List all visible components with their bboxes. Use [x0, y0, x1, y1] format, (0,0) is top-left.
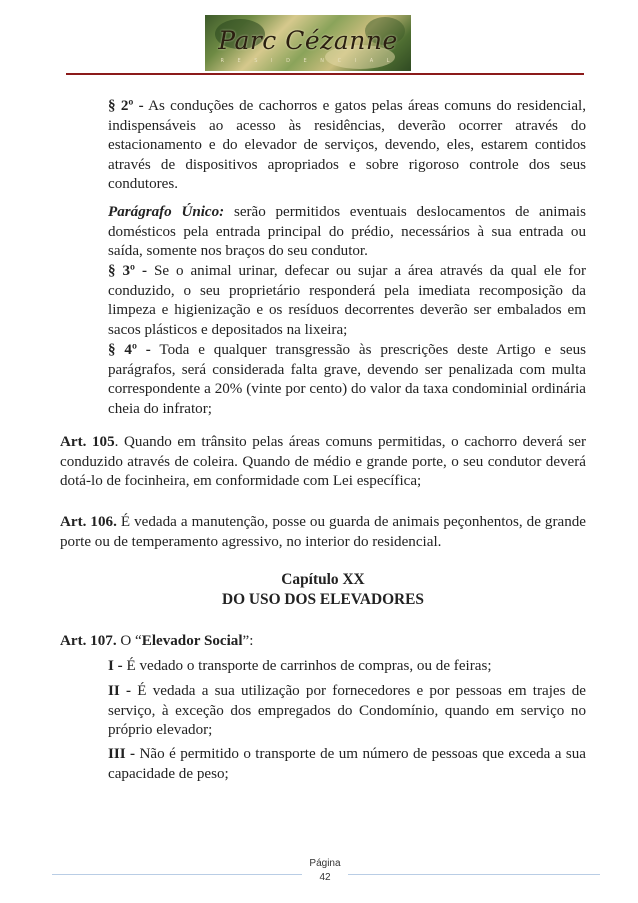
item-i-text: É vedado o transporte de carrinhos de compras, ou de feiras;	[122, 658, 492, 674]
article-106-label: Art. 106.	[60, 514, 117, 530]
footer-page-number: 42	[319, 872, 331, 883]
article-107-label: Art. 107.	[60, 633, 117, 649]
article-105-label: Art. 105	[60, 434, 115, 450]
article-107	[60, 632, 586, 652]
paragraph-2-text: As conduções de cachorros e gatos pelas áreas comuns do residencial, indispensáveis ao acesso às residências, deverão ocorrer através do estacionamento e do elevador de serviços, devendo, eles, estarem contidos através de dispositivos apropriados e sobre rigoroso controle dos seus condutores.	[108, 98, 586, 192]
paragraph-unico-text: serão permitidos eventuais deslocamentos de animais domésticos pela entrada principal do prédio, necessários à sua entrada ou saída, somente nos braços do seu condutor.	[108, 204, 586, 259]
paragraph-2-label: § 2º -	[108, 98, 144, 114]
paragraph-3	[108, 262, 586, 340]
item-iii	[108, 745, 586, 784]
logo-subtext: R E S I D E N C I A L	[220, 58, 396, 64]
logo-text: Parc Cézanne	[218, 26, 398, 55]
footer-divider-right	[348, 874, 600, 875]
item-i-label: I -	[108, 658, 123, 674]
article-106	[60, 513, 586, 552]
item-ii-label: II -	[108, 683, 132, 699]
paragraph-2	[108, 97, 586, 195]
chapter-number: Capítulo XX	[281, 571, 365, 588]
paragraph-4	[108, 341, 586, 419]
article-107-text-a: O “	[116, 633, 142, 649]
article-105-text: . Quando em trânsito pelas áreas comuns permitidas, o cachorro deverá ser conduzido através de coleira. Quando de médio e grande porte, o seu condutor deverá dotá-lo de focinheira, em conformidade com Lei específica;	[60, 434, 586, 489]
item-iii-label: III -	[108, 746, 136, 762]
item-iii-text: Não é permitido o transporte de um número de pessoas que exceda a sua capacidade de peso;	[108, 746, 587, 782]
article-105	[60, 433, 586, 492]
paragraph-unico-label: Parágrafo Único:	[108, 204, 225, 220]
paragraph-4-text: Toda e qualquer transgressão às prescrições deste Artigo e seus parágrafos, será considerada falta grave, devendo ser penalizada com multa correspondente a 20% (vinte por cento) do valor da taxa condominial ordinária cheia do infrator;	[108, 342, 586, 417]
article-107-text-b: ”:	[242, 633, 254, 649]
paragraph-3-text: Se o animal urinar, defecar ou sujar a área através da qual ele for conduzido, o seu proprietário responderá pela imediata recomposição da limpeza e higienização e os resíduos decorrentes deverão ser embalados em sacos plásticos e depositados na lixeira;	[108, 263, 586, 338]
item-ii	[108, 682, 586, 741]
chapter-title: DO USO DOS ELEVADORES	[222, 591, 424, 608]
footer-page-label: Página	[309, 858, 341, 869]
item-ii-text: É vedada a sua utilização por fornecedores e por pessoas em trajes de serviço, à exceção dos empregados do Condomínio, quando em serviço no próprio elevador;	[108, 683, 586, 738]
article-106-text: É vedada a manutenção, posse ou guarda de animais peçonhentos, de grande porte ou de temperamento agressivo, no interior do residencial.	[60, 514, 587, 550]
article-107-elevator-name: Elevador Social	[141, 633, 243, 649]
logo	[205, 15, 411, 71]
paragraph-unico	[108, 203, 586, 262]
paragraph-3-label: § 3º -	[108, 263, 147, 279]
footer-divider-left	[52, 874, 302, 875]
header-divider	[66, 73, 584, 75]
paragraph-4-label: § 4º -	[108, 342, 151, 358]
item-i	[108, 657, 586, 677]
